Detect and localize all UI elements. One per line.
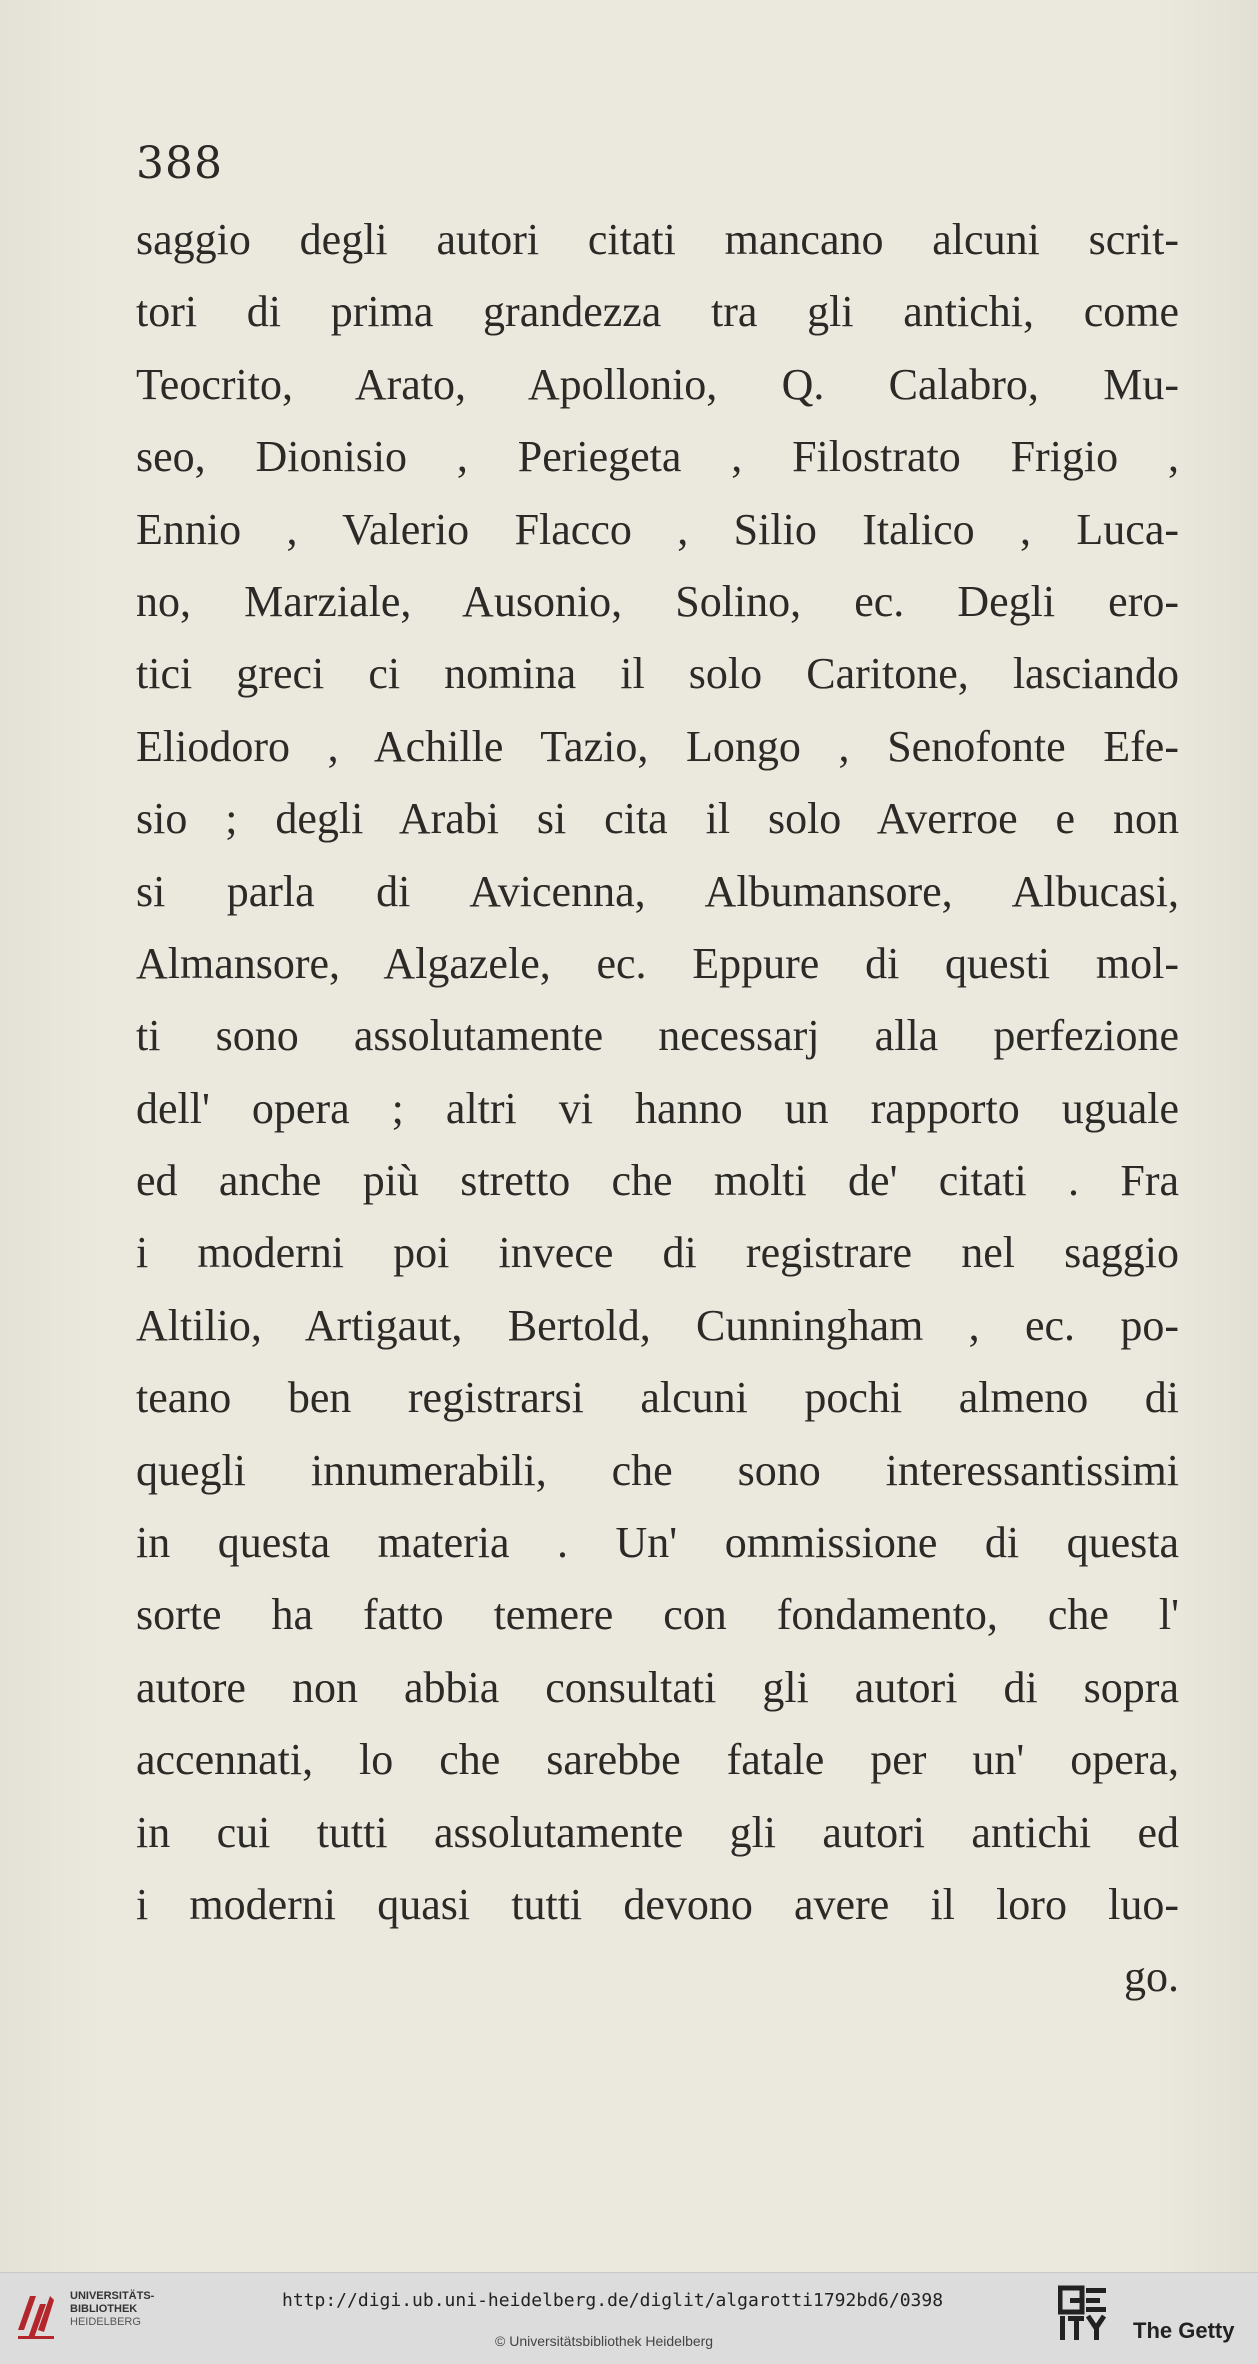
- getty-logo-icon: [1058, 2284, 1110, 2344]
- text-line: sorte ha fatto temere con fondamento, che l': [136, 1590, 1179, 1640]
- text-line: dell' opera ; altri vi hanno un rapporto uguale: [136, 1083, 1179, 1133]
- text-line: Almansore, Algazele, ec. Eppure di questi mol-: [136, 938, 1179, 988]
- partner-name: The Getty: [1133, 2318, 1235, 2343]
- text-line: i moderni poi invece di registrare nel saggio: [136, 1228, 1179, 1278]
- catchword: go.: [1124, 1952, 1179, 2002]
- text-line: si parla di Avicenna, Albumansore, Albucasi,: [136, 866, 1179, 916]
- text-line: teano ben registrarsi alcuni pochi almeno di: [136, 1373, 1179, 1423]
- institution-line: HEIDELBERG: [70, 2316, 141, 2328]
- text-line: tori di prima grandezza tra gli antichi, come: [136, 287, 1179, 337]
- body-text: [136, 204, 1179, 2014]
- text-line: Ennio , Valerio Flacco , Silio Italico , Luca-: [136, 504, 1179, 554]
- text-line: Eliodoro , Achille Tazio, Longo , Senofonte Efe-: [136, 721, 1179, 771]
- text-line: quegli innumerabili, che sono interessantissimi: [136, 1445, 1179, 1495]
- text-line: Altilio, Artigaut, Bertold, Cunningham , ec. po-: [136, 1300, 1179, 1350]
- institution-line: BIBLIOTHEK: [70, 2303, 138, 2315]
- text-line: accennati, lo che sarebbe fatale per un' opera,: [136, 1735, 1179, 1785]
- text-line: ed anche più stretto che molti de' citati . Fra: [136, 1156, 1179, 1206]
- text-line: saggio degli autori citati mancano alcuni scrit-: [136, 215, 1179, 264]
- university-library-name: [70, 2290, 190, 2329]
- page-number: 388: [136, 138, 223, 189]
- text-line: in questa materia . Un' ommissione di questa: [136, 1518, 1179, 1568]
- text-line: tici greci ci nomina il solo Caritone, lasciando: [136, 649, 1179, 699]
- text-line: i moderni quasi tutti devono avere il loro luo-: [136, 1879, 1179, 1929]
- copyright-notice: © Universitätsbibliothek Heidelberg: [495, 2333, 714, 2349]
- text-line: Teocrito, Arato, Apollonio, Q. Calabro, Mu-: [136, 359, 1179, 409]
- institution-line: UNIVERSITÄTS-: [70, 2290, 155, 2302]
- university-library-logo-icon: [14, 2286, 58, 2346]
- text-line: sio ; degli Arabi si cita il solo Averroe e non: [136, 794, 1179, 844]
- text-line: no, Marziale, Ausonio, Solino, ec. Degli ero-: [136, 576, 1179, 626]
- text-line: autore non abbia consultati gli autori di sopra: [136, 1662, 1179, 1712]
- text-line: in cui tutti assolutamente gli autori antichi ed: [136, 1807, 1179, 1857]
- text-line: ti sono assolutamente necessarj alla perfezione: [136, 1011, 1179, 1061]
- text-line: seo, Dionisio , Periegeta , Filostrato Frigio ,: [136, 432, 1179, 482]
- permalink-url[interactable]: http://digi.ub.uni-heidelberg.de/diglit/algarotti1792bd6/0398: [282, 2290, 944, 2311]
